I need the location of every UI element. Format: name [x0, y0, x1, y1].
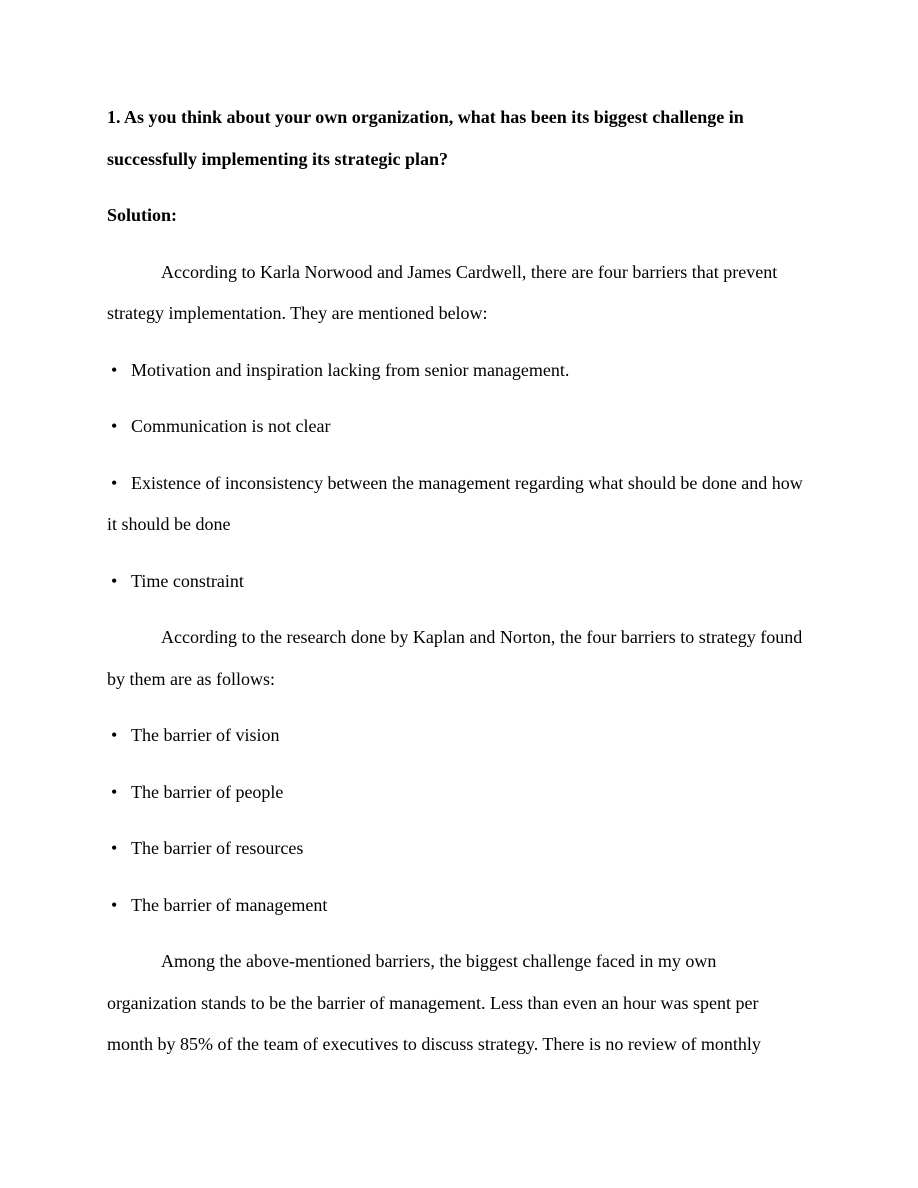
bullet-barrier-people-line-1: [107, 772, 810, 814]
bullet-barrier-people: [107, 772, 810, 814]
bullet-barrier-resources: [107, 828, 810, 870]
bullet-barrier-vision-line-1: [107, 715, 810, 757]
intro-paragraph: [107, 252, 810, 335]
bullet-communication: [107, 406, 810, 448]
bullet-text: Motivation and inspiration lacking from senior management.: [131, 359, 570, 380]
bullet-text: The barrier of people: [131, 781, 284, 802]
question-heading-line-1: 1. As you think about your own organization, what has been its biggest challenge in: [107, 107, 744, 127]
bullet-time-constraint-line-1: [107, 561, 810, 603]
solution-label-line-1: Solution:: [107, 205, 178, 225]
closing-paragraph: [107, 941, 810, 1066]
bullet-barrier-resources-line-1: [107, 828, 810, 870]
intro-paragraph-line-1: According to Karla Norwood and James Cardwell, there are four barriers that prevent: [161, 261, 778, 282]
closing-paragraph-line-1: Among the above-mentioned barriers, the biggest challenge faced in my own: [161, 951, 717, 971]
bullet-icon: •: [111, 781, 118, 802]
bullet-icon: •: [111, 894, 118, 915]
bullet-icon: •: [111, 570, 118, 591]
bullet-inconsistency: [107, 463, 810, 546]
bullet-icon: •: [111, 725, 118, 745]
bullet-text: Existence of inconsistency between the management regarding what should be done and how: [131, 472, 803, 493]
bullet-icon: •: [111, 359, 118, 380]
bullet-communication-line-1: [107, 406, 810, 448]
kaplan-norton-paragraph: [107, 617, 810, 700]
bullet-text: Time constraint: [131, 570, 244, 591]
bullet-text: The barrier of management: [131, 894, 328, 915]
bullet-motivation: [107, 350, 810, 392]
bullet-inconsistency-line-1: [107, 463, 810, 505]
solution-label: [107, 195, 810, 237]
closing-paragraph-line-3: month by 85% of the team of executives to discuss strategy. There is no review of monthly: [107, 1034, 761, 1054]
bullet-text: Communication is not clear: [131, 416, 331, 436]
bullet-icon: •: [111, 838, 118, 858]
bullet-text: The barrier of resources: [131, 838, 304, 858]
bullet-barrier-management-line-1: [107, 885, 810, 927]
bullet-icon: •: [111, 472, 118, 493]
closing-paragraph-line-2: organization stands to be the barrier of management. Less than even an hour was spent per: [107, 992, 759, 1013]
bullet-time-constraint: [107, 561, 810, 603]
intro-paragraph-line-2: strategy implementation. They are mentioned below:: [107, 303, 488, 323]
bullet-barrier-management: [107, 885, 810, 927]
bullet-text: The barrier of vision: [131, 725, 280, 745]
bullet-motivation-line-1: [107, 350, 810, 392]
bullet-barrier-vision: [107, 715, 810, 757]
document-content: [107, 97, 810, 1066]
bullet-inconsistency-line-2: it should be done: [107, 514, 231, 534]
kaplan-norton-paragraph-line-1: According to the research done by Kaplan and Norton, the four barriers to strategy found: [161, 627, 803, 647]
kaplan-norton-paragraph-line-2: by them are as follows:: [107, 668, 275, 689]
bullet-icon: •: [111, 416, 118, 436]
question-heading-line-2: successfully implementing its strategic plan?: [107, 148, 448, 169]
question-heading: [107, 97, 810, 180]
